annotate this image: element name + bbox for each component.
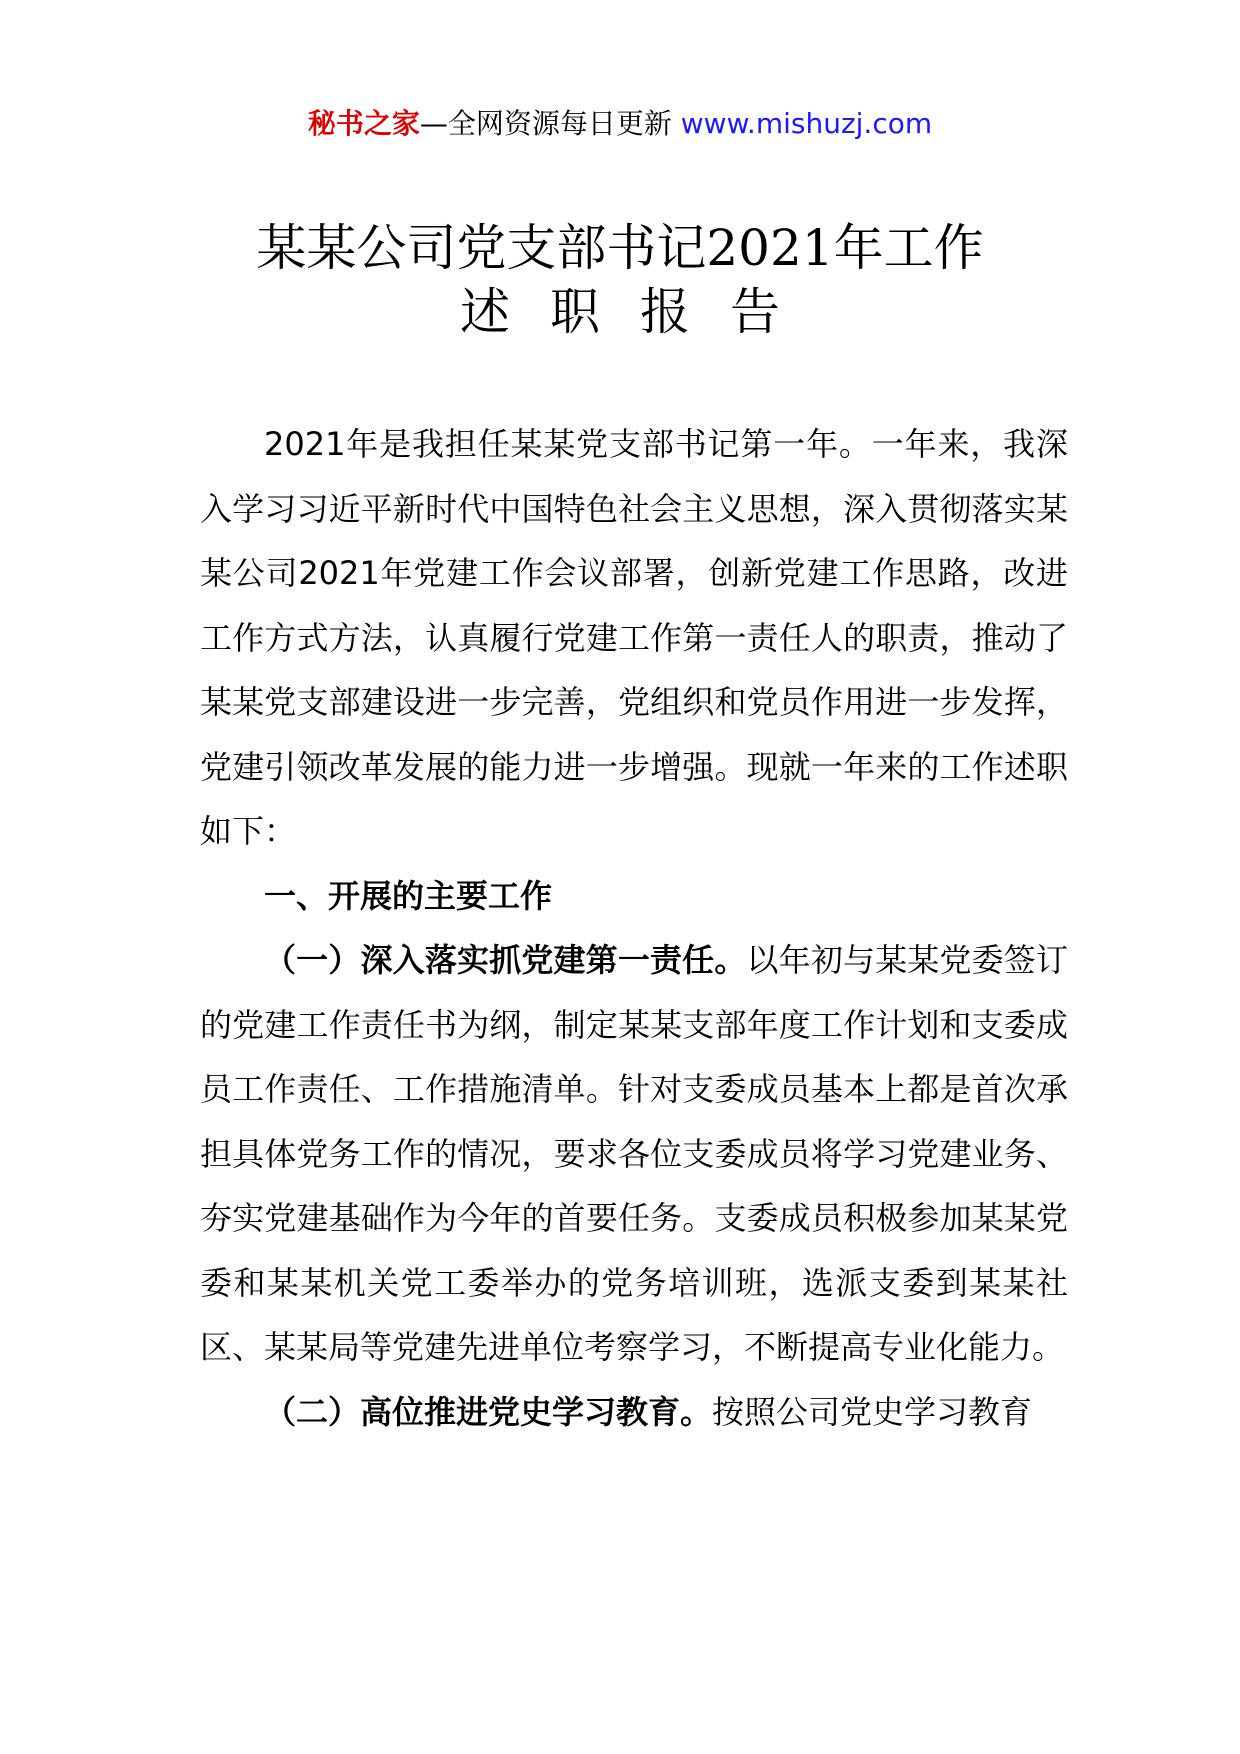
header-tagline: —全网资源每日更新 <box>419 107 681 140</box>
item-lead-1: （一）深入落实抓党建第一责任。 <box>264 941 747 979</box>
site-url-link[interactable]: www.mishuzj.com <box>680 107 933 140</box>
item-paragraph-1 <box>200 928 1068 1380</box>
document-title-line2: 述职报告 <box>460 283 820 341</box>
brand-name: 秘书之家 <box>307 107 420 140</box>
site-header <box>0 104 1240 144</box>
item-text-2: 按照公司党史学习教育 <box>712 1392 1033 1431</box>
item-paragraph-2 <box>200 1380 1068 1445</box>
item-lead-2: （二）高位推进党史学习教育。 <box>264 1392 713 1431</box>
section-heading: 一、开展的主要工作 <box>264 876 553 915</box>
intro-paragraph: 2021年是我担任某某党支部书记第一年。一年来，我深入学习习近平新时代中国特色社会主义思想，深入贯彻落实某某公司2021年党建工作会议部署，创新党建工作思路，改进工作方式方法，认真履行党建工作第一责任人的职责，推动了某某党支部建设进一步完善，党组织和党员作用进一步发挥，党建引领改革发展的能力进一步增强。现就一年来的工作述职如下： <box>200 425 1068 850</box>
item-text-1: 以年初与某某党委签订的党建工作责任书为纲，制定某某支部年度工作计划和支委成员工作责任、工作措施清单。针对支委成员基本上都是首次承担具体党务工作的情况，要求各位支委成员将学习党建业务、夯实党建基础作为今年的首要任务。支委成员积极参加某某党委和某某机关党工委举办的党务培训班，选派支委到某某社区、某某局等党建先进单位考察学习，不断提高专业化能力。 <box>200 941 1068 1366</box>
document-title-line1: 某某公司党支部书记2021年工作 <box>256 219 984 277</box>
document-body <box>200 412 1068 1444</box>
